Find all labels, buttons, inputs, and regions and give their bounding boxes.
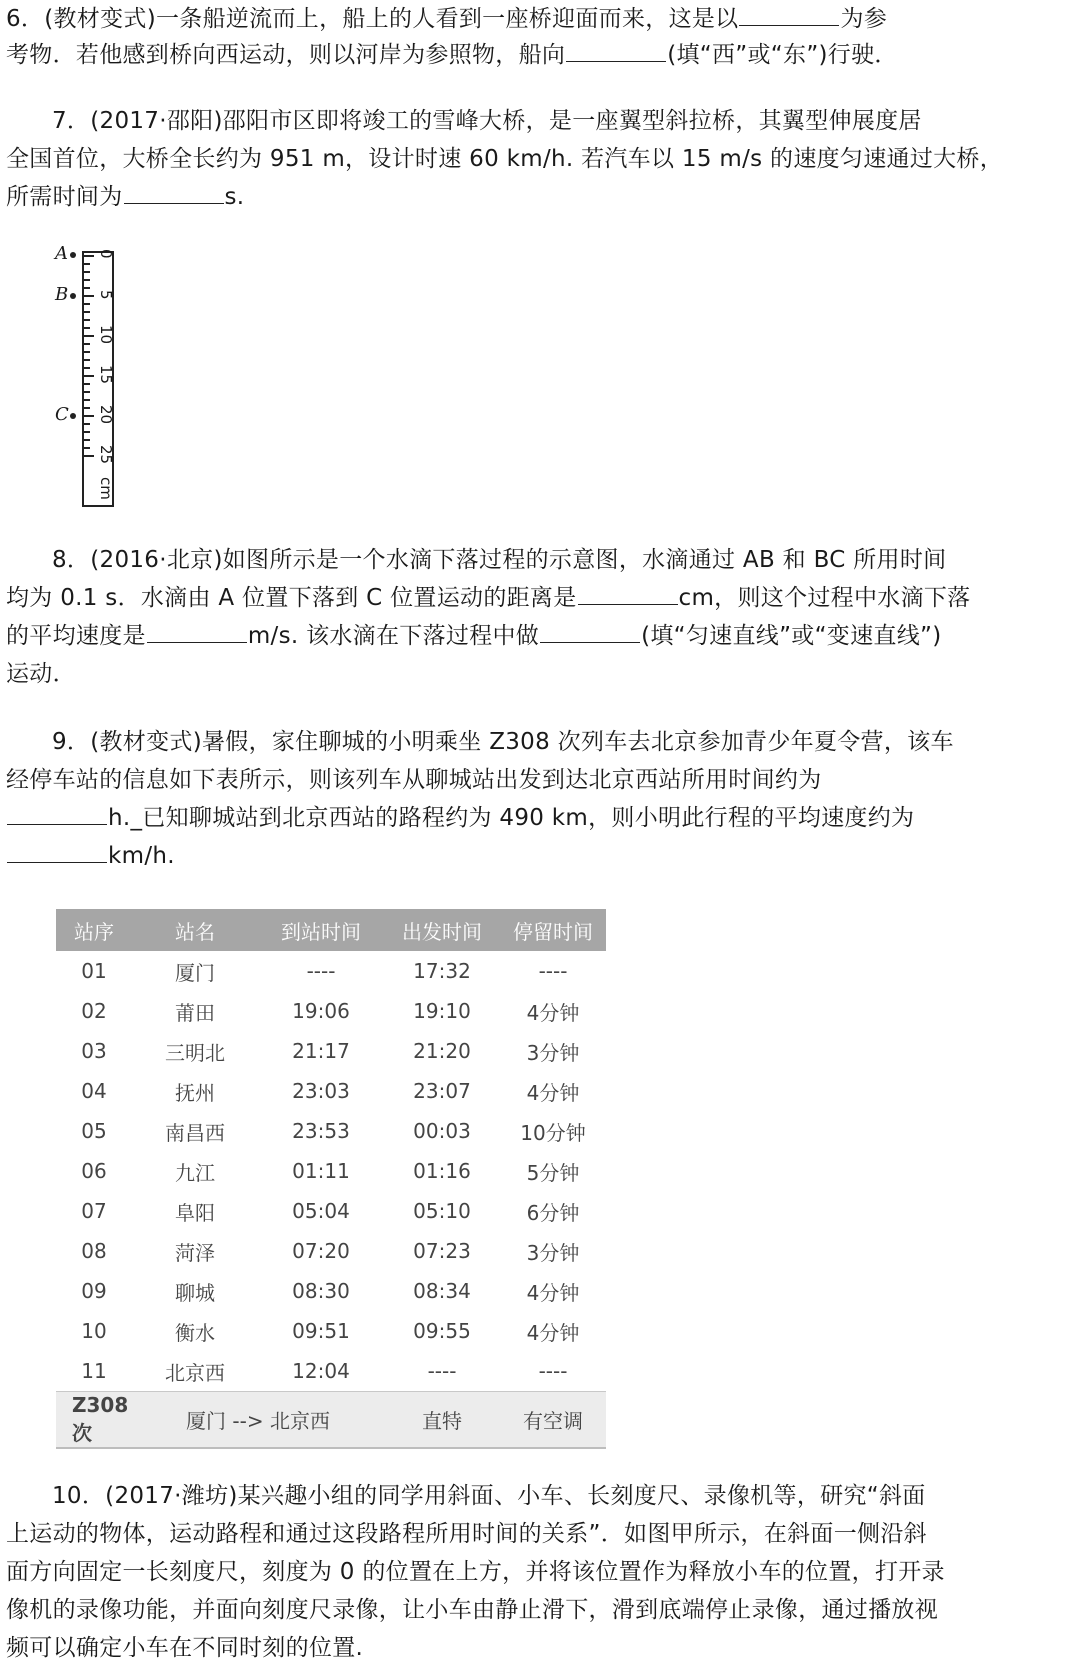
table-footer-row <box>56 1392 606 1449</box>
ruler-minor-tick <box>84 343 90 345</box>
table-row <box>56 1151 606 1191</box>
q7-line-1: 7．(2017·邵阳)邵阳市区即将竣工的雪峰大桥，是一座翼型斜拉桥，其翼型伸展度居 <box>52 108 922 134</box>
ruler-tick-0 <box>84 255 94 257</box>
q8-blank-3 <box>540 620 640 643</box>
ruler-unit: cm <box>97 477 115 500</box>
cell-arrive: 19:06 <box>292 999 350 1023</box>
cell-stop: ---- <box>538 959 568 983</box>
cell-station: 菏泽 <box>175 1240 215 1265</box>
ruler-minor-tick <box>84 271 90 273</box>
ruler-tick-5 <box>84 295 94 297</box>
cell-arrive: ---- <box>306 959 336 983</box>
table-header-row <box>56 909 606 951</box>
q8-text-3c: (填“匀速直线”或“变速直线”) <box>641 623 942 649</box>
cell-arrive: 12:04 <box>292 1359 350 1383</box>
q10-line-5: 频可以确定小车在不同时刻的位置. <box>6 1635 364 1661</box>
cell-depart: 17:32 <box>413 959 471 983</box>
cell-seq: 04 <box>81 1079 107 1103</box>
cell-seq: 07 <box>81 1199 107 1223</box>
table-row <box>56 1271 606 1311</box>
point-dot-b <box>70 293 76 299</box>
q6-blank-2 <box>566 39 666 62</box>
q8-blank-2 <box>147 620 247 643</box>
q10-line-2: 上运动的物体，运动路程和通过这段路程所用时间的关系”．如图甲所示，在斜面一侧沿斜 <box>6 1521 927 1547</box>
q9-text-4a: km/h. <box>108 843 175 869</box>
cell-seq: 01 <box>81 959 107 983</box>
cell-station: 抚州 <box>175 1080 215 1105</box>
point-label-b: B <box>55 284 69 305</box>
cell-arrive: 07:20 <box>292 1239 350 1263</box>
cell-depart: 21:20 <box>413 1039 471 1063</box>
cell-stop: 10分钟 <box>520 1120 586 1145</box>
cell-depart: 00:03 <box>413 1119 471 1143</box>
q6-blank-1 <box>739 3 839 26</box>
q9-line-3 <box>6 799 1046 837</box>
cell-arrive: 09:51 <box>292 1319 350 1343</box>
ruler-tick-15 <box>84 375 94 377</box>
ruler-label-15: 15 <box>97 365 115 385</box>
cell-depart: 01:16 <box>413 1159 471 1183</box>
q10-line-4: 像机的录像功能，并面向刻度尺录像，让小车由静止滑下，滑到底端停止录像，通过播放视 <box>6 1597 938 1623</box>
q9-blank-1 <box>7 802 107 825</box>
cell-station: 北京西 <box>165 1360 225 1385</box>
cell-arrive: 23:53 <box>292 1119 350 1143</box>
footer-route: 厦门 --> 北京西 <box>132 1392 384 1449</box>
cell-depart: ---- <box>427 1359 457 1383</box>
ruler-label-5: 5 <box>97 290 115 300</box>
q8-text-3b: m/s. 该水滴在下落过程中做 <box>247 623 540 649</box>
cell-station: 阜阳 <box>175 1200 215 1225</box>
table-row <box>56 1071 606 1111</box>
table-row <box>56 1031 606 1071</box>
cell-stop: 4分钟 <box>526 1000 580 1025</box>
q10-line-3: 面方向固定一长刻度尺，刻度为 0 的位置在上方，并将该位置作为释放小车的位置，打开录 <box>6 1559 945 1585</box>
header-stop: 停留时间 <box>500 909 606 951</box>
cell-arrive: 08:30 <box>292 1279 350 1303</box>
ruler-minor-tick <box>84 391 90 393</box>
cell-seq: 09 <box>81 1279 107 1303</box>
cell-stop: 4分钟 <box>526 1320 580 1345</box>
cell-stop: 4分钟 <box>526 1080 580 1105</box>
footer-train-number: Z308次 <box>56 1392 132 1449</box>
q6-text-2b: (填“西”或“东”)行驶． <box>667 42 898 68</box>
cell-station: 聊城 <box>175 1280 215 1305</box>
q9-blank-2 <box>7 840 107 863</box>
cell-depart: 08:34 <box>413 1279 471 1303</box>
cell-stop: 3分钟 <box>526 1240 580 1265</box>
table-row <box>56 1311 606 1351</box>
ruler-figure <box>55 245 125 515</box>
header-depart: 出发时间 <box>384 909 500 951</box>
ruler-minor-tick <box>84 383 90 385</box>
q10-line-1: 10．(2017·潍坊)某兴趣小组的同学用斜面、小车、长刻度尺、录像机等，研究“斜面 <box>52 1483 926 1509</box>
cell-station: 厦门 <box>175 960 215 985</box>
q6-text-1a: 6．(教材变式)一条船逆流而上，船上的人看到一座桥迎面而来，这是以 <box>6 6 739 32</box>
q9-line-2: 经停车站的信息如下表所示，则该列车从聊城站出发到达北京西站所用时间约为 <box>6 767 822 793</box>
footer-ac: 有空调 <box>500 1392 606 1449</box>
cell-stop: 4分钟 <box>526 1280 580 1305</box>
ruler-label-25: 25 <box>97 445 115 465</box>
ruler-minor-tick <box>84 399 90 401</box>
ruler-minor-tick <box>84 431 90 433</box>
cell-arrive: 23:03 <box>292 1079 350 1103</box>
ruler-tick-20 <box>84 415 94 417</box>
cell-stop: 6分钟 <box>526 1200 580 1225</box>
q7-text-3a: 所需时间为 <box>6 184 123 210</box>
q9-text-3a: h._已知聊城站到北京西站的路程约为 490 km，则小明此行程的平均速度约为 <box>108 805 915 831</box>
q8-line-4: 运动． <box>6 661 76 687</box>
ruler-tick-25 <box>84 455 94 457</box>
footer-type: 直特 <box>384 1392 500 1449</box>
table-row <box>56 1191 606 1231</box>
q8-line-1: 8．(2016·北京)如图所示是一个水滴下落过程的示意图，水滴通过 AB 和 BC 所用时间 <box>52 547 947 573</box>
table-row <box>56 1111 606 1151</box>
ruler-minor-tick <box>84 359 90 361</box>
ruler-tick-10 <box>84 335 94 337</box>
cell-station: 九江 <box>175 1160 215 1185</box>
q9-line-4 <box>6 837 1046 875</box>
ruler-label-20: 20 <box>97 405 115 425</box>
cell-stop: 5分钟 <box>526 1160 580 1185</box>
q8-text-2b: cm，则这个过程中水滴下落 <box>678 585 971 611</box>
cell-seq: 10 <box>81 1319 107 1343</box>
ruler-minor-tick <box>84 447 90 449</box>
ruler-minor-tick <box>84 263 90 265</box>
header-seq: 站序 <box>56 909 132 951</box>
q6-line-2 <box>6 36 1046 74</box>
ruler-minor-tick <box>84 287 90 289</box>
cell-seq: 11 <box>81 1359 107 1383</box>
ruler-minor-tick <box>84 279 90 281</box>
point-label-a: A <box>55 243 68 264</box>
q7-line-3 <box>6 178 1046 216</box>
q8-blank-1 <box>578 582 678 605</box>
q6-line-1 <box>6 0 1046 38</box>
point-label-c: C <box>55 404 69 425</box>
cell-station: 莆田 <box>175 1000 215 1025</box>
ruler-minor-tick <box>84 423 90 425</box>
q7-text-3b: s. <box>224 184 245 210</box>
point-dot-a <box>70 252 76 258</box>
point-dot-c <box>70 413 76 419</box>
cell-seq: 05 <box>81 1119 107 1143</box>
ruler-label-0: 0 <box>97 249 115 259</box>
q6-text-1b: 为参 <box>840 6 888 32</box>
ruler-minor-tick <box>84 311 90 313</box>
cell-depart: 23:07 <box>413 1079 471 1103</box>
ruler-minor-tick <box>84 327 90 329</box>
table-row <box>56 1351 606 1392</box>
ruler-minor-tick <box>84 439 90 441</box>
q8-line-2 <box>6 579 1046 617</box>
cell-seq: 08 <box>81 1239 107 1263</box>
ruler-minor-tick <box>84 319 90 321</box>
cell-seq: 06 <box>81 1159 107 1183</box>
ruler-minor-tick <box>84 367 90 369</box>
cell-station: 南昌西 <box>165 1120 225 1145</box>
cell-seq: 02 <box>81 999 107 1023</box>
header-station: 站名 <box>132 909 258 951</box>
cell-station: 三明北 <box>165 1040 225 1065</box>
cell-depart: 05:10 <box>413 1199 471 1223</box>
q8-text-3a: 的平均速度是 <box>6 623 146 649</box>
cell-station: 衡水 <box>175 1320 215 1345</box>
cell-depart: 07:23 <box>413 1239 471 1263</box>
q8-line-3 <box>6 617 1046 655</box>
header-arrive: 到站时间 <box>258 909 384 951</box>
q8-text-2a: 均为 0.1 s．水滴由 A 位置下落到 C 位置运动的距离是 <box>6 585 577 611</box>
ruler-label-10: 10 <box>97 325 115 345</box>
q6-text-2a: 考物．若他感到桥向西运动，则以河岸为参照物，船向 <box>6 42 566 68</box>
q9-line-1: 9．(教材变式)暑假，家住聊城的小明乘坐 Z308 次列车去北京参加青少年夏令营，该车 <box>52 729 954 755</box>
cell-arrive: 05:04 <box>292 1199 350 1223</box>
cell-stop: ---- <box>538 1359 568 1383</box>
cell-depart: 19:10 <box>413 999 471 1023</box>
ruler-minor-tick <box>84 303 90 305</box>
train-timetable <box>56 909 606 1449</box>
cell-arrive: 01:11 <box>292 1159 350 1183</box>
table-row <box>56 951 606 991</box>
cell-arrive: 21:17 <box>292 1039 350 1063</box>
cell-depart: 09:55 <box>413 1319 471 1343</box>
table-row <box>56 991 606 1031</box>
q7-blank-1 <box>124 181 224 204</box>
cell-stop: 3分钟 <box>526 1040 580 1065</box>
table-row <box>56 1231 606 1271</box>
q7-line-2: 全国首位，大桥全长约为 951 m，设计时速 60 km/h. 若汽车以 15 m/s 的速度匀速通过大桥， <box>6 146 1004 172</box>
ruler-minor-tick <box>84 407 90 409</box>
ruler-minor-tick <box>84 351 90 353</box>
cell-seq: 03 <box>81 1039 107 1063</box>
